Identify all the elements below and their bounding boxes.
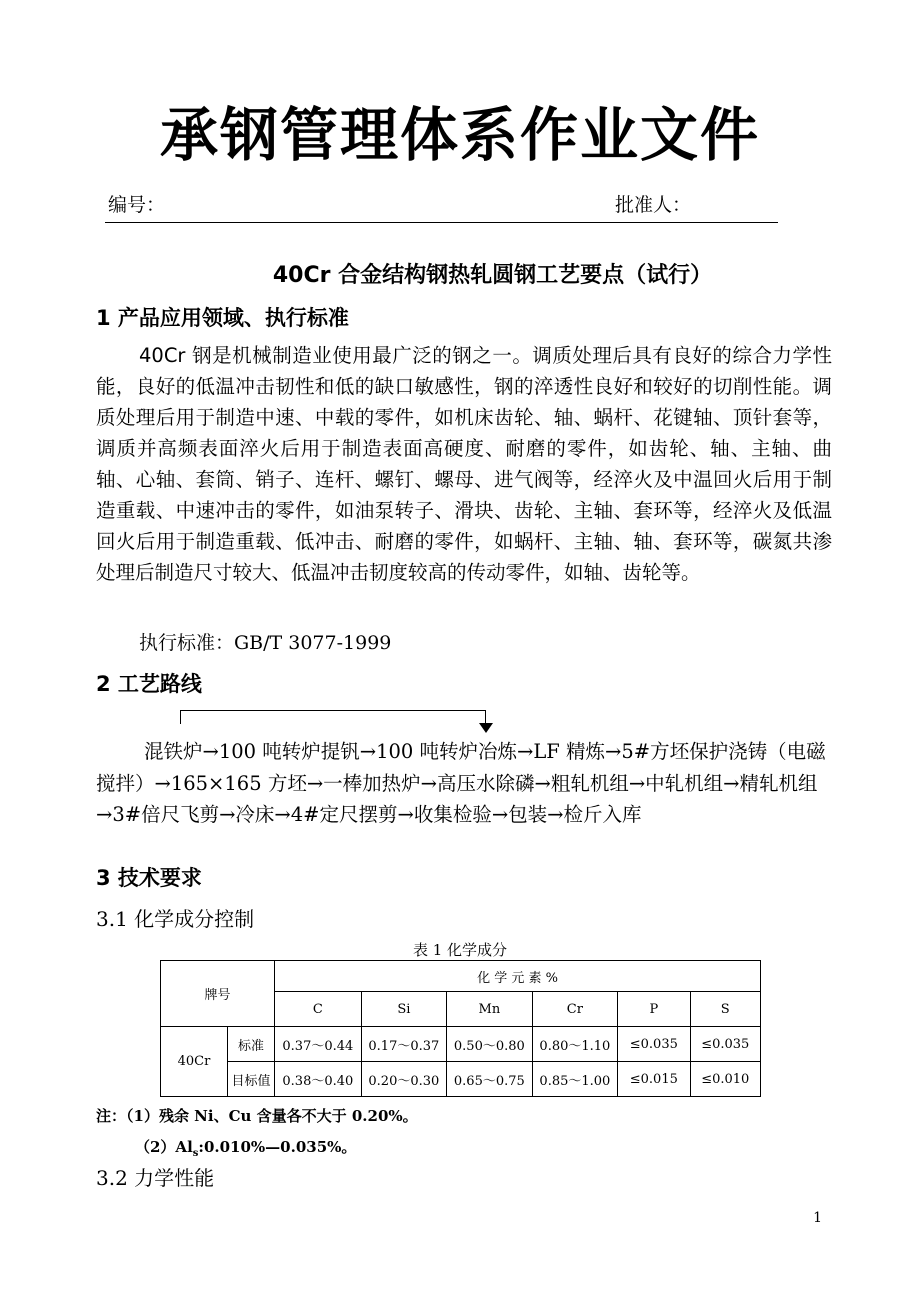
row-label: 目标值 (231, 1073, 271, 1089)
column-header: Cr (532, 992, 618, 1027)
chemical-composition-table (160, 960, 761, 1097)
column-header: C (275, 992, 361, 1027)
table-cell: ≤0.015 (618, 1062, 690, 1097)
subsection-3-2: 3.2 力学性能 (96, 1166, 215, 1190)
column-header: Si (361, 992, 447, 1027)
section-3-heading: 3 技术要求 (96, 866, 202, 890)
note-label: 注： (96, 1107, 127, 1125)
table-row (161, 1027, 761, 1062)
section-1-paragraph: 40Cr 钢是机械制造业使用最广泛的钢之一。调质处理后具有良好的综合力学性能，良好的低温冲击韧性和低的缺口敏感性，钢的淬透性良好和较好的切削性能。调质处理后用于制造中速、中载的零件，如机床齿轮、轴、蜗杆、花键轴、顶针套等，调质并高频表面淬火后用于制造表面高硬度、耐磨的零件，如齿轮、轴、主轴、曲轴、心轴、套筒、销子、连杆、螺钉、螺母、进气阀等，经淬火及中温回火后用于制造重载、中速冲击的零件，如油泵转子、滑块、齿轮、主轴、套环等，经淬火及低温回火后用于制造重载、低冲击、耐磨的零件，如蜗杆、主轴、轴、套环等，碳氮共渗处理后制造尺寸较大、低温冲击韧度较高的传动零件，如轴、齿轮等。 (96, 344, 832, 584)
subsection-3-1: 3.1 化学成分控制 (96, 907, 255, 931)
table-cell: ≤0.035 (618, 1027, 690, 1062)
grade-cell: 40Cr (161, 1027, 228, 1096)
table-cell: 0.17～0.37 (361, 1027, 447, 1062)
section-1-heading: 1 产品应用领域、执行标准 (96, 306, 349, 330)
grade-header: 牌号 (161, 961, 275, 1027)
note-2: $(2)Al_s:0.010\%—0.035\%$。 (135, 1138, 357, 1159)
page-number: 1 (813, 1210, 822, 1226)
table-cell: 0.80～1.10 (532, 1027, 618, 1062)
table-cell: ≤0.035 (690, 1027, 760, 1062)
table-cell: 0.65～0.75 (447, 1062, 533, 1097)
column-header: Mn (447, 992, 533, 1027)
table-caption: 表 1 化学成分 (412, 941, 508, 959)
table-cell: 0.85～1.00 (532, 1062, 618, 1097)
section-2-heading: 2 工艺路线 (96, 672, 202, 696)
column-header: P (618, 992, 690, 1027)
table-cell: 0.50～0.80 (447, 1027, 533, 1062)
table-cell: 0.20～0.30 (361, 1062, 447, 1097)
flow-arrow-icon (479, 723, 493, 733)
note-1 (96, 1105, 418, 1126)
document-title: 40Cr 合金结构钢热轧圆钢工艺要点（试行） (272, 263, 713, 288)
table-cell: 0.37～0.44 (275, 1027, 361, 1062)
flow-bracket-line (180, 710, 486, 724)
table-cell: 0.38～0.40 (275, 1062, 361, 1097)
table-cell: ≤0.010 (690, 1062, 760, 1097)
note-1-text: （1）残余 Ni、Cu 含量各不大于 0.20%。 (126, 1107, 418, 1125)
elements-header: 化 学 元 素 % (275, 961, 761, 992)
execution-standard: 执行标准：GB/T 3077-1999 (139, 632, 392, 654)
header-divider (105, 222, 778, 223)
column-header: S (690, 992, 760, 1027)
approver-label: 批准人： (615, 194, 692, 216)
page-title: 承钢管理体系作业文件 (159, 101, 760, 169)
document-number-label: 编号： (108, 194, 166, 216)
process-route: 混铁炉→100 吨转炉提钒→100 吨转炉冶炼→LF 精炼→5#方坯保护浇铸（电磁搅拌）→165×165 方坯→一棒加热炉→高压水除磷→粗轧机组→中轧机组→精轧机组→3#倍尺飞剪→冷床→4#定尺摆剪→收集检验→包装→检斤入库 (96, 740, 826, 826)
row-label: 标准 (228, 1027, 274, 1062)
